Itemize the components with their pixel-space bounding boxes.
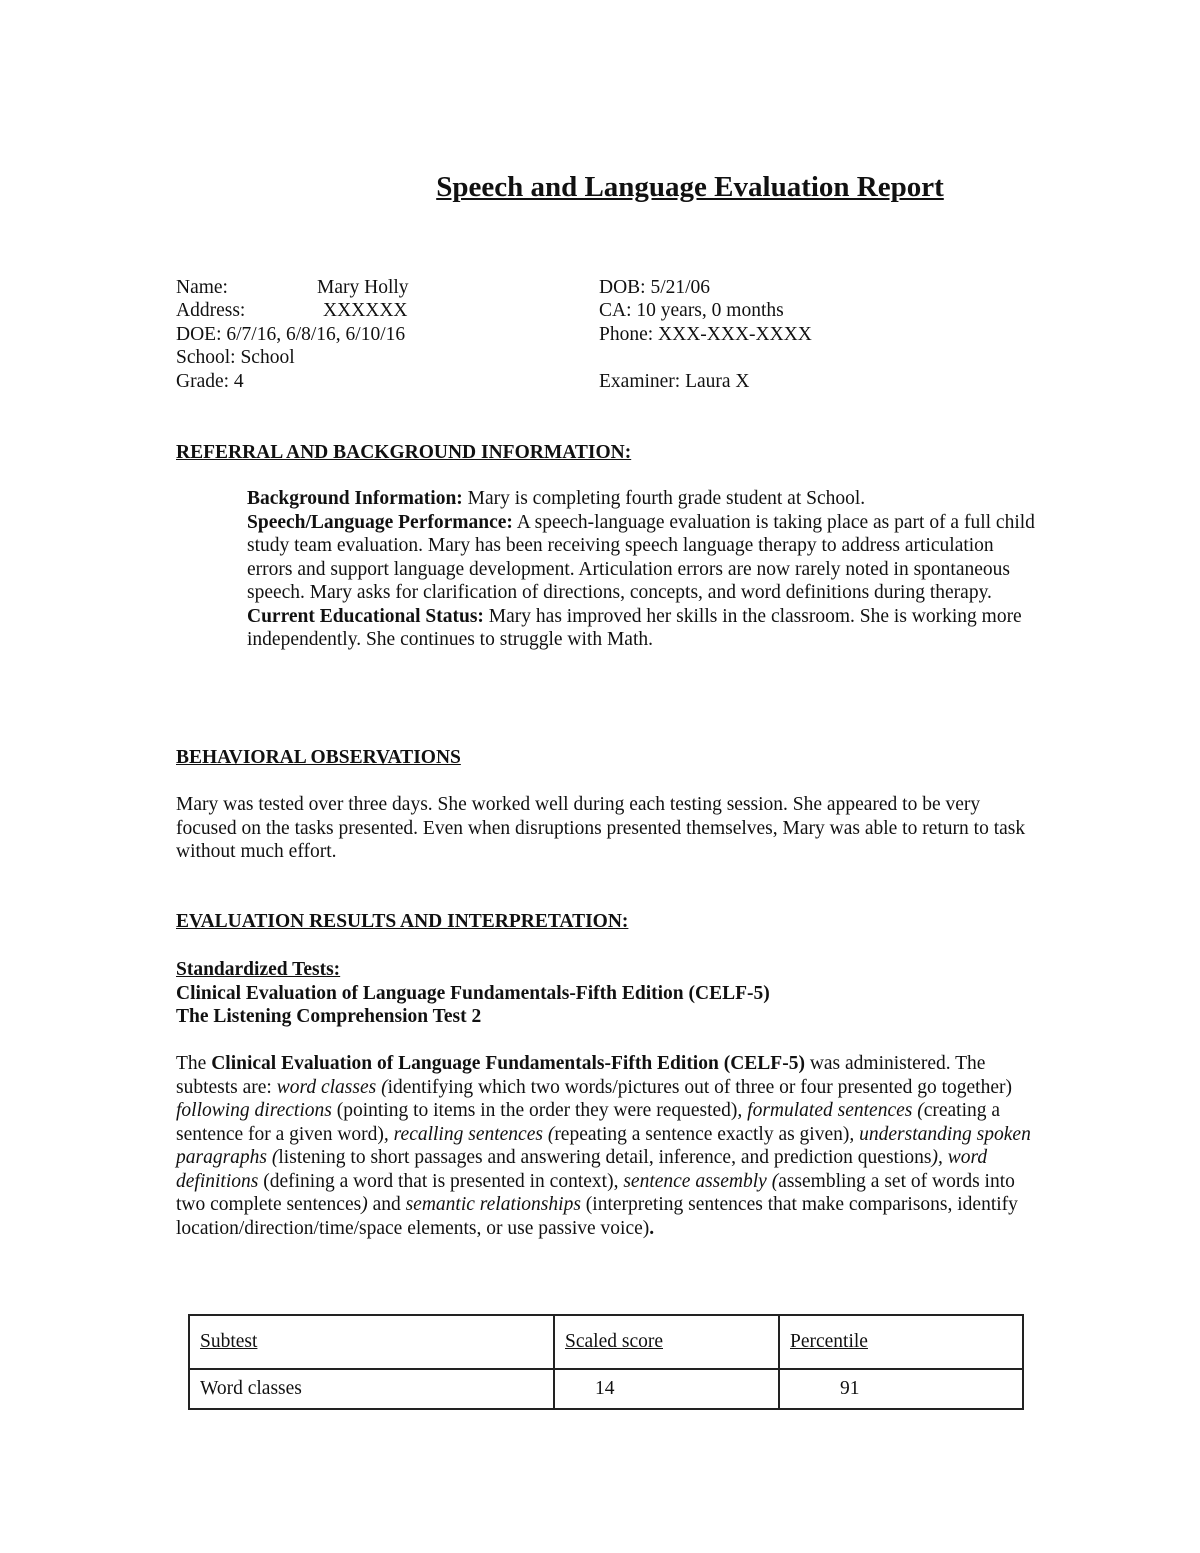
header-percentile-label: Percentile xyxy=(790,1331,868,1353)
behavioral-heading: BEHAVIORAL OBSERVATIONS xyxy=(176,747,461,768)
school-field: School: School xyxy=(176,347,295,368)
text-run: identifying which two words/pictures out of three or four presented go together) xyxy=(387,1076,1012,1098)
text-run: ) xyxy=(361,1194,373,1215)
doe-field: DOE: 6/7/16, 6/8/16, 6/10/16 xyxy=(176,324,406,345)
subtest-semantic-relationships: semantic relationships xyxy=(405,1194,581,1215)
header-subtest-label: Subtest xyxy=(200,1331,258,1353)
background-section xyxy=(247,487,1037,652)
subtest-word-definitions: ), word definitions xyxy=(176,1147,988,1192)
grade-field: Grade: 4 xyxy=(176,371,244,392)
cell-percentile: 91 xyxy=(779,1369,1023,1409)
examiner-field: Examiner: Laura X xyxy=(599,371,750,392)
text-run: and xyxy=(372,1194,406,1215)
subtest-following-directions: following directions xyxy=(176,1100,332,1121)
subtest-recalling-sentences: , recalling sentences ( xyxy=(383,1123,555,1145)
header-scaled-label: Scaled score xyxy=(565,1331,663,1353)
subtest-sentence-assembly: sentence assembly ( xyxy=(623,1170,779,1192)
page-title: Speech and Language Evaluation Report xyxy=(436,171,944,203)
celf-name: Clinical Evaluation of Language Fundamentals-Fifth Edition (CELF-5) xyxy=(211,1053,805,1074)
subtest-understanding-paragraphs: , understanding spoken paragraphs ( xyxy=(176,1123,1031,1168)
text-run: (defining a word that is presented in context), xyxy=(258,1170,624,1192)
speech-text: A speech-language evaluation is taking place as part of a full child study team evaluation. Mary has been receiving speech language therapy to address articulation errors and support language development. Articulation errors are now rarely noted in spontaneous speech. Mary asks for clarification of directions, concepts, and word definitions during therapy. xyxy=(247,511,1035,603)
referral-heading: REFERRAL AND BACKGROUND INFORMATION: xyxy=(176,442,632,463)
text-run: repeating a sentence exactly as given) xyxy=(554,1123,850,1145)
background-paragraph xyxy=(247,487,1037,511)
text-run: . xyxy=(649,1217,655,1239)
name-label: Name: xyxy=(176,277,228,298)
cell-scaled-score: 14 xyxy=(554,1369,779,1409)
status-paragraph xyxy=(247,605,1037,652)
name-value: Mary Holly xyxy=(317,277,409,298)
text-run: (interpreting sentences that make comparisons, identify location/direction/time/space elements, or use passive voice) xyxy=(176,1194,1018,1239)
header-subtest xyxy=(189,1315,554,1369)
speech-label: Speech/Language Performance: xyxy=(247,511,513,533)
test-celf5: Clinical Evaluation of Language Fundamentals-Fifth Edition (CELF-5) xyxy=(176,982,770,1004)
status-text: Mary has improved her skills in the classroom. She is working more independently. She continues to struggle with Math. xyxy=(247,605,1022,650)
standardized-label: Standardized Tests: xyxy=(176,959,341,980)
text-run: The xyxy=(176,1053,212,1074)
behavioral-paragraph: Mary was tested over three days. She worked well during each testing session. She appeared to be very focused on the tasks presented. Even when disruptions presented themselves, Mary was able to return to task without much effort. xyxy=(176,794,1026,862)
background-text: Mary is completing fourth grade student at School. xyxy=(462,488,866,509)
evaluation-heading: EVALUATION RESULTS AND INTERPRETATION: xyxy=(176,911,629,932)
speech-paragraph xyxy=(247,511,1037,605)
status-label: Current Educational Status: xyxy=(247,605,484,627)
table-row xyxy=(189,1369,1023,1409)
phone-field: Phone: XXX-XXX-XXXX xyxy=(599,324,812,345)
scores-table xyxy=(188,1314,1024,1410)
table-header-row xyxy=(189,1315,1023,1369)
subtest-formulated-sentences: , formulated sentences ( xyxy=(737,1100,924,1121)
header-scaled-score xyxy=(554,1315,779,1369)
text-run: listening to short passages and answering detail, inference, and prediction questions xyxy=(278,1147,932,1168)
address-label: Address: xyxy=(176,300,246,321)
cell-subtest: Word classes xyxy=(189,1369,554,1409)
text-run: was administered. The subtests are: xyxy=(176,1053,986,1098)
text-run: creating a sentence for a given word) xyxy=(176,1100,1001,1145)
standardized-tests-section xyxy=(176,958,1036,1029)
text-run: (pointing to items in the order they were requested) xyxy=(331,1100,738,1121)
ca-field: CA: 10 years, 0 months xyxy=(599,300,784,321)
celf-paragraph xyxy=(176,1052,1036,1240)
subtest-word-classes: word classes ( xyxy=(276,1076,388,1098)
header-percentile xyxy=(779,1315,1023,1369)
dob-field: DOB: 5/21/06 xyxy=(599,277,711,298)
test-listening: The Listening Comprehension Test 2 xyxy=(176,1006,482,1027)
text-run: assembling a set of words into two complete sentences xyxy=(176,1170,1015,1215)
address-value: XXXXXX xyxy=(323,300,408,321)
background-label: Background Information: xyxy=(247,488,463,509)
